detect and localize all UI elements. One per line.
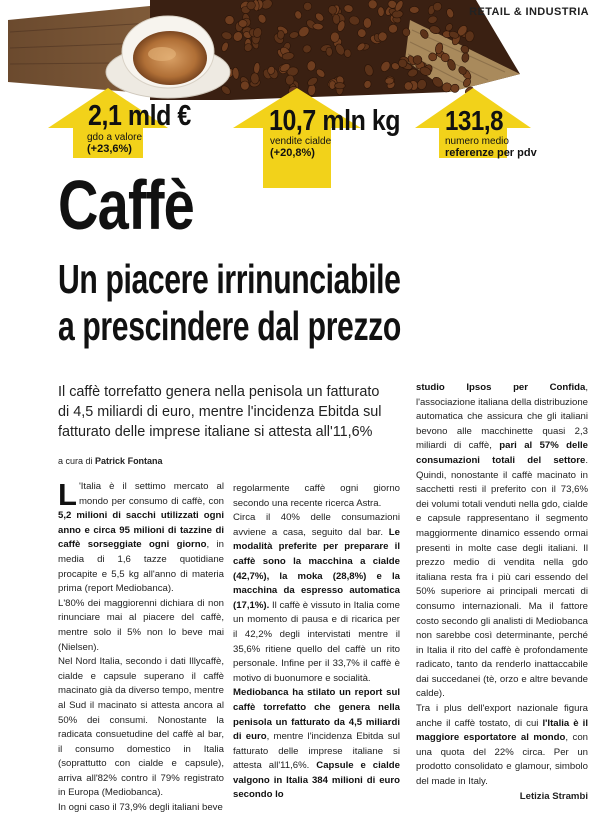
paragraph: regolarmente caffè ogni giorno secondo una recente ricerca Astra.	[233, 483, 400, 509]
subtitle	[58, 256, 401, 350]
stat-references	[415, 88, 585, 158]
text: , con una quota del 22% circa. Per un prodotto consolidato e glamour, simbolo del made in Italy.	[416, 732, 588, 788]
text: 'Italia è il settimo mercato al mondo per consumo di caffè, con	[78, 481, 224, 507]
subtitle-line-2: a prescindere dal prezzo	[58, 303, 401, 349]
text: , mentre l'incidenza Ebitda sul fatturato delle imprese italiane si attesta all'11,6%.	[233, 731, 400, 772]
bold-text: 5,2 milioni di sacchi utilizzati ogni anno e circa 95 milioni di tazzine di caffè sorseggiate ogni giorno	[58, 510, 224, 551]
lead-paragraph: Il caffè torrefatto genera nella penisola un fatturato di 4,5 miliardi di euro, mentre l'incidenza Ebitda sul fatturato delle imprese italiane si attesta all'11,6%	[58, 384, 382, 440]
stat-label: vendite cialde	[270, 136, 332, 147]
paragraph	[233, 686, 400, 803]
stat-pods-sales	[225, 88, 401, 188]
byline	[58, 456, 163, 467]
page-title: Caffè	[58, 166, 195, 244]
text: Tra i plus dell'export nazionale figura anche il caffè tostato, di cui	[416, 703, 588, 729]
byline-prefix: a cura di	[58, 456, 93, 466]
stat-change: (+20,8%)	[270, 147, 315, 159]
body-column-3	[416, 381, 588, 804]
byline-author: Patrick Fontana	[95, 456, 163, 466]
stat-value: 10,7 mln kg	[269, 105, 401, 137]
stat-value: 2,1 mld €	[88, 100, 191, 132]
subtitle-line-1: Un piacere irrinunciabile	[58, 256, 401, 302]
text: , in media di 1,6 tazze quotidiane procapite e 5,5 kg all'anno di materia prima (report Mediobanca).	[58, 539, 224, 595]
stat-label: gdo a valore	[87, 132, 143, 143]
bold-text: Capsule e cialde valgono in Italia 384 milioni di euro secondo lo	[233, 760, 400, 801]
text: , l'associazione italiana della distribuzione automatica che assicura che gli italiani bevono alle macchinette quasi 2,3 miliardi di caffè,	[416, 382, 588, 452]
paragraph: L'80% dei maggiorenni dichiara di non rinunciare mai al piacere del caffè, mentre solo il 5% non lo beve mai (Nielsen).	[58, 597, 224, 653]
paragraph: Nel Nord Italia, secondo i dati Illycaffè, cialde e capsule superano il caffè macinato già da diverso tempo, mentre al Sud il macinato si attesta ancora al 50% dei consumi. Nonostante la radicata consuetudine del caffè al bar, il consumo domestico in Italia (soprattutto con cialde e capsule), arriva all'82% contro il 79% registrato in Europa (Mediobanca).	[58, 656, 224, 799]
section-label: RETAIL & INDUSTRIA	[469, 6, 589, 18]
bold-text: l'Italia è il maggiore esportatore al mondo	[416, 717, 589, 744]
text: Circa il 40% delle consumazioni avviene a casa, seguito dal bar.	[233, 512, 400, 538]
paragraph	[416, 381, 588, 702]
stat-label: numero medio	[445, 136, 509, 147]
stat-sublabel: referenze per pdv	[445, 147, 537, 159]
paragraph: In ogni caso il 73,9% degli italiani beve	[58, 802, 223, 814]
drop-cap: L	[58, 477, 77, 512]
body-column-1	[58, 477, 224, 816]
stat-sales-value	[48, 88, 198, 158]
stat-value: 131,8	[445, 105, 504, 136]
paragraph	[416, 702, 588, 790]
paragraph	[233, 511, 400, 686]
text: . Quindi, nonostante il caffè macinato in sacchetti resti il preferito con il 73,6% dei volumi totali venduti nella gdo, cialde e capsule rappresentano il segmento maggiormente dinamico essendo ormai presenti in molte case degli italiani. Il prezzo medio di vendita nella gdo italiana resta fra i più cari essendo del 50% superiore ai principali mercati di consumo internazionali. Ma il fattore costo secondo gli analisti di Mediobanca non sarebbe così determinante, perché in Italia il rito del caffè è profondamente radicato, tanto da renderlo inattaccabile dai succedanei (tè, orzo e altre bevande calde).	[416, 454, 588, 700]
author-signature: Letizia Strambi	[519, 790, 588, 802]
bold-text: Le modalità preferite per preparare il caffè sono la macchina a cialde (42,7%), la moka (28,8%) e la macchina da espresso automatica (17,1%).	[233, 526, 400, 611]
bold-text: Mediobanca ha stilato un report sul caffè torrefatto che genera nella penisola un fatturato da 4,5 miliardi di euro	[233, 687, 400, 743]
paragraph	[58, 477, 224, 597]
stat-change: (+23,6%)	[87, 143, 132, 155]
body-column-2	[233, 482, 400, 803]
text: Il caffè è vissuto in Italia come un momento di pausa e di ricarica per il 42,2% degli intervistati mentre il 35,6% ritiene quello del caffè un rito personale. Infine per il 33,7% il caffè è motivo di buonumore e socialità.	[233, 599, 400, 684]
bold-text: pari al 57% delle consumazioni totali del settore	[416, 440, 589, 466]
bold-text: studio Ipsos per Confida	[416, 382, 586, 393]
